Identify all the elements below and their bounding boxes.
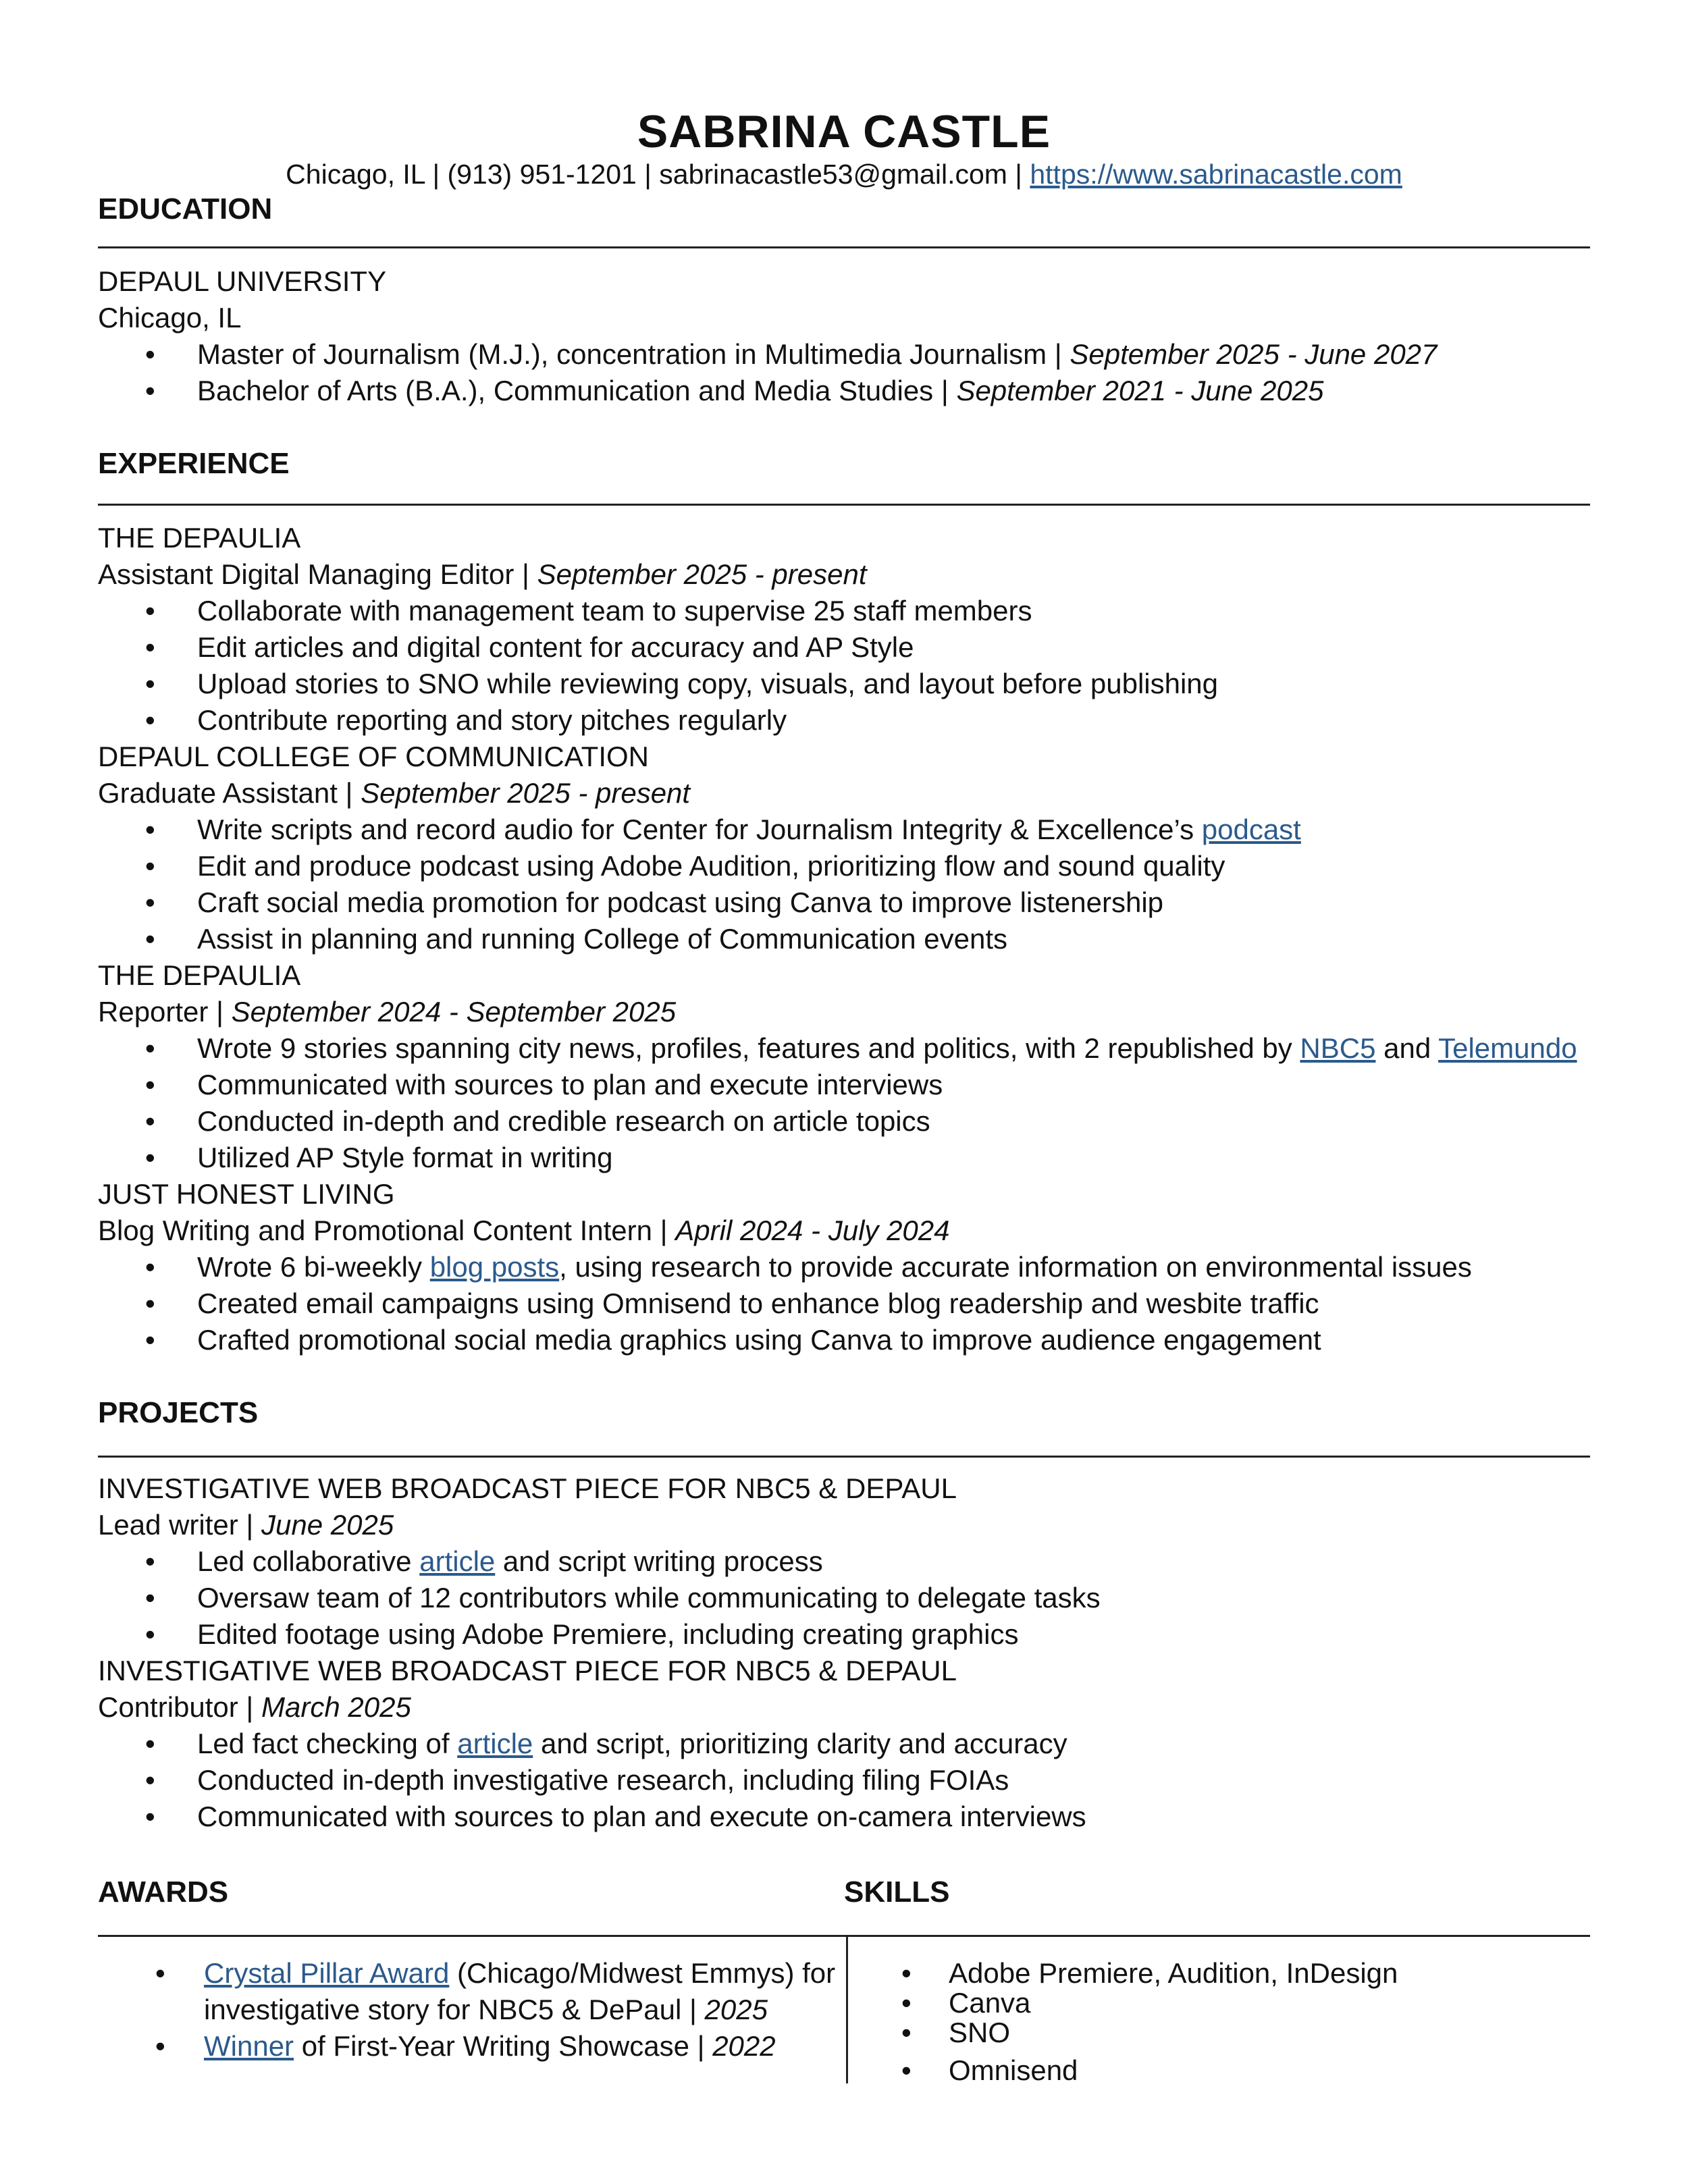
skill-item: Omnisend	[949, 2054, 1078, 2086]
project-bullet	[197, 1726, 1067, 1762]
skill-item: SNO	[949, 2017, 1011, 2048]
blog-posts-link[interactable]: blog posts	[429, 1251, 560, 1283]
bullet-icon: •	[145, 631, 155, 663]
project-dates: June 2025	[261, 1509, 394, 1541]
bullet-icon: •	[901, 1987, 912, 2019]
job-bullet: Crafted promotional social media graphics using Canva to improve audience engagement	[197, 1324, 1321, 1356]
degree-text: Master of Journalism (M.J.), concentration in Multimedia Journalism |	[197, 338, 1070, 370]
bullet-icon: •	[901, 2017, 912, 2048]
bullet-text: and	[1375, 1032, 1439, 1064]
degree-item	[197, 336, 1437, 373]
job-org: DEPAUL COLLEGE OF COMMUNICATION	[98, 741, 649, 772]
article-link[interactable]: article	[419, 1545, 496, 1577]
awards-skills-divider	[98, 1935, 1590, 1937]
job-bullet: Created email campaigns using Omnisend to enhance blog readership and wesbite traffic	[197, 1287, 1319, 1319]
job-org: THE DEPAULIA	[98, 522, 301, 554]
bullet-icon: •	[145, 1032, 155, 1064]
column-divider	[846, 1935, 848, 2083]
bullet-icon: •	[145, 1142, 155, 1173]
bullet-icon: •	[145, 1251, 155, 1283]
article-link[interactable]: article	[457, 1728, 533, 1759]
project-role	[98, 1507, 394, 1543]
skill-item: Canva	[949, 1987, 1031, 2019]
project-bullet: Oversaw team of 12 contributors while communicating to delegate tasks	[197, 1582, 1101, 1614]
bullet-icon: •	[145, 668, 155, 699]
job-dates: September 2025 - present	[361, 777, 691, 809]
bullet-text: Led fact checking of	[197, 1728, 458, 1759]
job-bullet	[197, 811, 1301, 848]
nbc5-link[interactable]: NBC5	[1300, 1032, 1376, 1064]
job-bullet: Contribute reporting and story pitches regularly	[197, 704, 787, 736]
winner-link[interactable]: Winner	[204, 2030, 294, 2062]
job-bullet: Conducted in-depth and credible research on article topics	[197, 1105, 930, 1137]
bullet-icon: •	[145, 338, 155, 370]
job-bullet: Assist in planning and running College of Communication events	[197, 923, 1008, 955]
bullet-icon: •	[155, 2030, 165, 2062]
bullet-icon: •	[145, 1324, 155, 1356]
job-bullet: Edit and produce podcast using Adobe Audition, prioritizing flow and sound quality	[197, 850, 1225, 882]
project-bullet: Communicated with sources to plan and execute on-camera interviews	[197, 1801, 1086, 1832]
award-item	[204, 2028, 776, 2065]
bullet-icon: •	[145, 1728, 155, 1759]
job-bullet: Upload stories to SNO while reviewing copy, visuals, and layout before publishing	[197, 668, 1219, 699]
bullet-text: and script, prioritizing clarity and accuracy	[533, 1728, 1067, 1759]
job-bullet: Edit articles and digital content for accuracy and AP Style	[197, 631, 914, 663]
job-role	[98, 775, 690, 811]
projects-divider	[98, 1456, 1590, 1458]
job-role	[98, 994, 676, 1030]
bullet-icon: •	[145, 1105, 155, 1137]
bullet-icon: •	[145, 923, 155, 955]
job-dates: September 2025 - present	[537, 558, 867, 590]
experience-divider	[98, 504, 1590, 506]
job-dates: September 2024 - September 2025	[231, 996, 677, 1028]
bullet-text: Wrote 9 stories spanning city news, profiles, features and politics, with 2 republished by	[197, 1032, 1300, 1064]
award-item	[204, 1955, 835, 1992]
job-org: THE DEPAULIA	[98, 959, 301, 991]
section-skills: SKILLS	[844, 1875, 950, 1909]
job-title: Graduate Assistant |	[98, 777, 361, 809]
job-org: JUST HONEST LIVING	[98, 1178, 395, 1210]
award-year: 2022	[712, 2030, 776, 2062]
bullet-icon: •	[145, 814, 155, 845]
school-location: Chicago, IL	[98, 302, 242, 334]
award-text: (Chicago/Midwest Emmys) for	[449, 1957, 836, 1989]
job-bullet: Utilized AP Style format in writing	[197, 1142, 613, 1173]
section-awards: AWARDS	[98, 1875, 229, 1909]
section-education: EDUCATION	[98, 192, 273, 225]
job-title: Assistant Digital Managing Editor |	[98, 558, 537, 590]
job-bullet	[197, 1030, 1577, 1067]
bullet-icon: •	[901, 2054, 912, 2086]
bullet-icon: •	[145, 704, 155, 736]
award-text: investigative story for NBC5 & DePaul |	[204, 1994, 705, 2025]
crystal-pillar-award-link[interactable]: Crystal Pillar Award	[204, 1957, 450, 1989]
education-divider	[98, 246, 1590, 248]
website-link[interactable]: https://www.sabrinacastle.com	[1030, 159, 1402, 190]
bullet-icon: •	[145, 886, 155, 918]
section-experience: EXPERIENCE	[98, 447, 290, 480]
school-name: DEPAUL UNIVERSITY	[98, 265, 387, 297]
degree-dates: September 2025 - June 2027	[1070, 338, 1438, 370]
bullet-icon: •	[145, 375, 155, 406]
contact-text: Chicago, IL | (913) 951-1201 | sabrinacastle53@gmail.com |	[286, 159, 1030, 190]
job-title: Reporter |	[98, 996, 232, 1028]
project-bullet: Conducted in-depth investigative research, including filing FOIAs	[197, 1764, 1009, 1796]
job-bullet	[197, 1249, 1472, 1285]
job-title: Blog Writing and Promotional Content Intern |	[98, 1215, 676, 1246]
bullet-icon: •	[145, 595, 155, 627]
bullet-icon: •	[145, 1287, 155, 1319]
project-dates: March 2025	[261, 1691, 411, 1723]
contact-line	[0, 155, 1688, 193]
bullet-text: , using research to provide accurate information on environmental issues	[559, 1251, 1472, 1283]
section-projects: PROJECTS	[98, 1396, 259, 1429]
skill-item: Adobe Premiere, Audition, InDesign	[949, 1957, 1398, 1989]
bullet-icon: •	[145, 1618, 155, 1650]
bullet-icon: •	[145, 850, 155, 882]
award-text: of First-Year Writing Showcase |	[294, 2030, 713, 2062]
job-dates: April 2024 - July 2024	[675, 1215, 950, 1246]
degree-dates: September 2021 - June 2025	[956, 375, 1324, 406]
job-role	[98, 1213, 950, 1249]
bullet-icon: •	[901, 1957, 912, 1989]
project-bullet: Edited footage using Adobe Premiere, including creating graphics	[197, 1618, 1019, 1650]
project-bullet	[197, 1543, 823, 1580]
project-role	[98, 1689, 411, 1726]
bullet-icon: •	[145, 1069, 155, 1100]
bullet-icon: •	[145, 1545, 155, 1577]
project-role-text: Contributor |	[98, 1691, 262, 1723]
job-bullet: Craft social media promotion for podcast using Canva to improve listenership	[197, 886, 1164, 918]
bullet-icon: •	[155, 1957, 165, 1989]
job-bullet: Communicated with sources to plan and execute interviews	[197, 1069, 943, 1100]
award-item-continued	[204, 1992, 768, 2028]
bullet-icon: •	[145, 1582, 155, 1614]
project-title: INVESTIGATIVE WEB BROADCAST PIECE FOR NBC5 & DEPAUL	[98, 1655, 957, 1686]
candidate-name: SABRINA CASTLE	[637, 106, 1051, 157]
bullet-icon: •	[145, 1801, 155, 1832]
bullet-text: Wrote 6 bi-weekly	[197, 1251, 430, 1283]
project-role-text: Lead writer |	[98, 1509, 262, 1541]
bullet-text: and script writing process	[495, 1545, 823, 1577]
degree-text: Bachelor of Arts (B.A.), Communication and Media Studies |	[197, 375, 957, 406]
degree-item	[197, 373, 1324, 409]
telemundo-link[interactable]: Telemundo	[1438, 1032, 1577, 1064]
bullet-icon: •	[145, 1764, 155, 1796]
bullet-text: Led collaborative	[197, 1545, 420, 1577]
project-title: INVESTIGATIVE WEB BROADCAST PIECE FOR NBC5 & DEPAUL	[98, 1472, 957, 1504]
job-role	[98, 556, 867, 593]
podcast-link[interactable]: podcast	[1201, 814, 1301, 845]
bullet-text: Write scripts and record audio for Center for Journalism Integrity & Excellence’s	[197, 814, 1202, 845]
award-year: 2025	[704, 1994, 768, 2025]
job-bullet: Collaborate with management team to supervise 25 staff members	[197, 595, 1032, 627]
